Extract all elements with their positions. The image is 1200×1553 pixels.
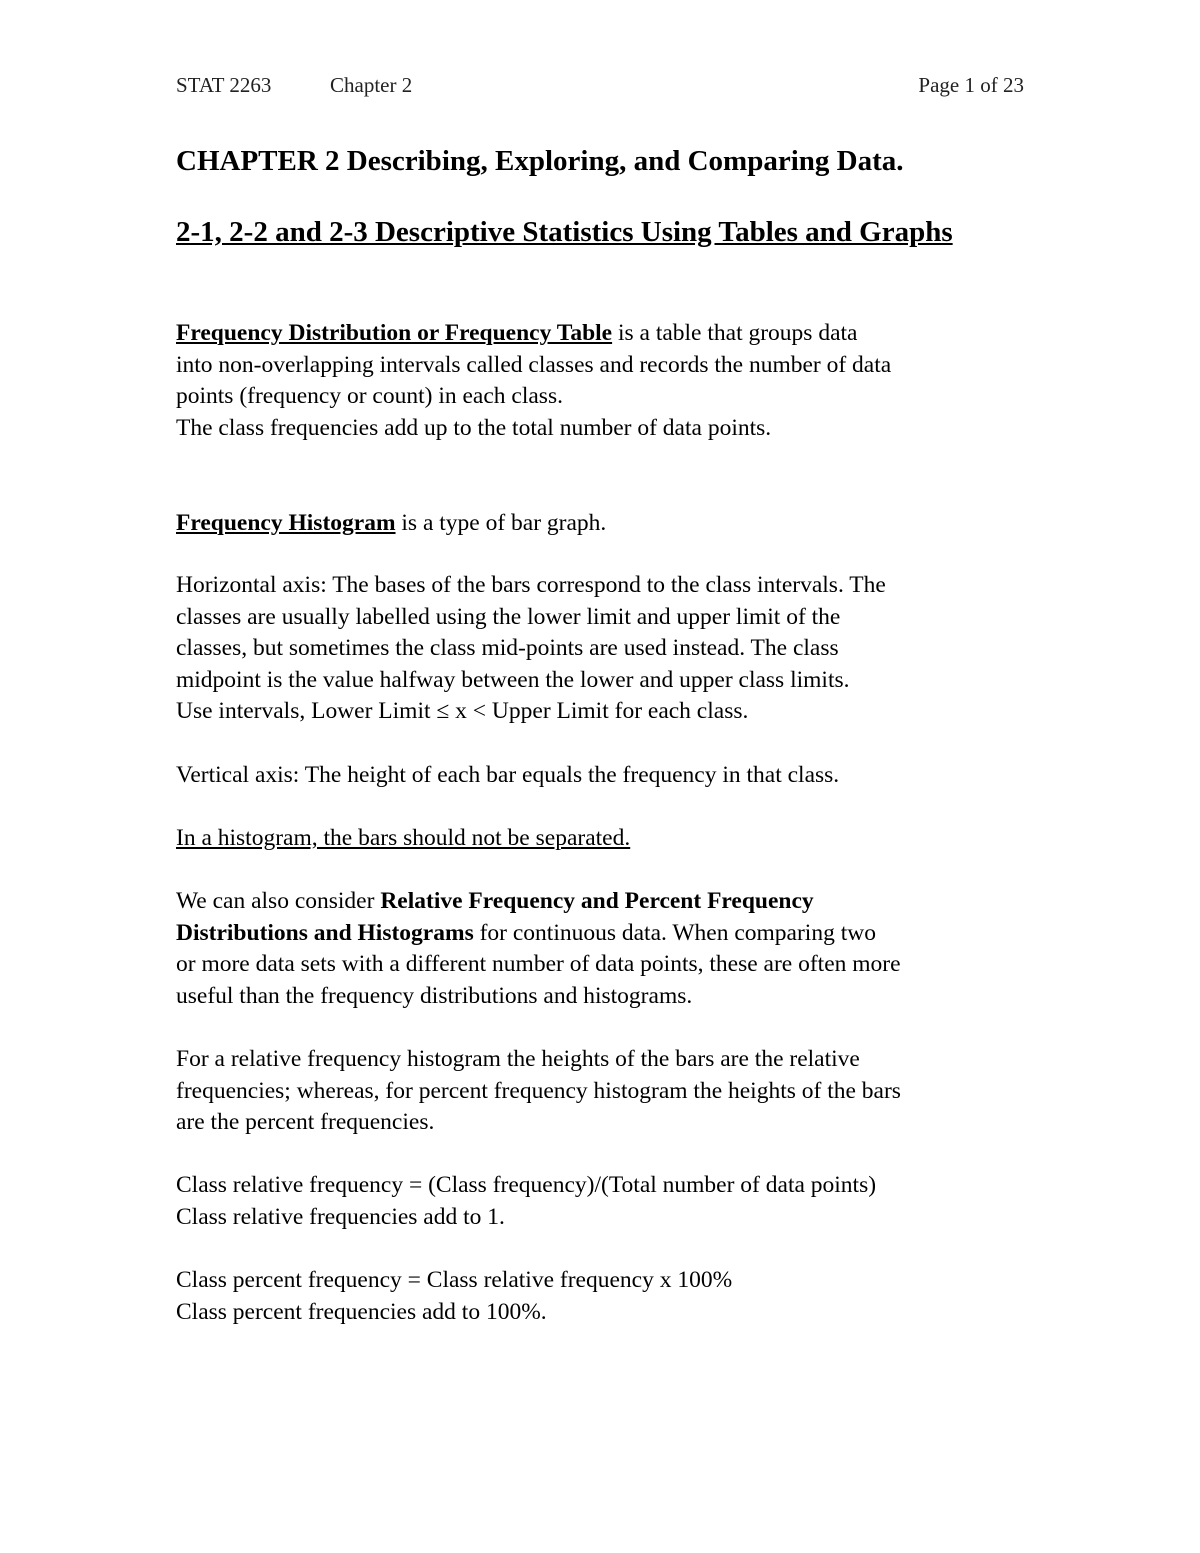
term-frequency-distribution: Frequency Distribution or Frequency Table bbox=[176, 320, 613, 346]
horizontal-axis-paragraph: Horizontal axis: The bases of the bars correspond to the class intervals. The classes are usually labelled using the lower limit and upper limit of the classes, but sometimes the class mid-points are used instead. The class midpoint is the value halfway between the lower and upper class limits. Use intervals, Lower Limit ≤ x < Upper Limit for each class. bbox=[176, 572, 886, 724]
section-title: 2-1, 2-2 and 2-3 Descriptive Statistics Using Tables and Graphs bbox=[176, 216, 953, 248]
bars-note: In a histogram, the bars should not be separated. bbox=[176, 825, 631, 851]
chapter-title: CHAPTER 2 Describing, Exploring, and Comparing Data. bbox=[176, 145, 904, 177]
chapter-label: Chapter 2 bbox=[330, 73, 413, 97]
frequency-table-paragraph: Frequency Distribution or Frequency Table is a table that groups data into non-overlapping intervals called classes and records the number of data points (frequency or count) in each class. The class frequencies add up to the total number of data points. bbox=[176, 320, 892, 441]
relative-frequency-formula: Class relative frequency = (Class frequency)/(Total number of data points) Class relative frequencies add to 1. bbox=[176, 1172, 877, 1230]
page-number: Page 1 of 23 bbox=[918, 73, 1024, 97]
course-code: STAT 2263 bbox=[176, 73, 272, 97]
histogram-paragraph: Frequency Histogram is a type of bar graph. bbox=[176, 510, 607, 536]
vertical-axis-paragraph: Vertical axis: The height of each bar equals the frequency in that class. bbox=[176, 762, 840, 788]
term-frequency-histogram: Frequency Histogram bbox=[176, 510, 396, 536]
percent-frequency-formula: Class percent frequency = Class relative frequency x 100% Class percent frequencies add to 100%. bbox=[176, 1267, 733, 1325]
relative-histogram-paragraph: For a relative frequency histogram the heights of the bars are the relative frequencies; whereas, for percent frequency histogram the heights of the bars are the percent frequencies. bbox=[176, 1046, 901, 1135]
relative-frequency-paragraph: We can also consider Relative Frequency and Percent Frequency Distributions and Histograms for continuous data. When comparing two or more data sets with a different number of data points, these are often more useful than the frequency distributions and histograms. bbox=[176, 888, 901, 1009]
